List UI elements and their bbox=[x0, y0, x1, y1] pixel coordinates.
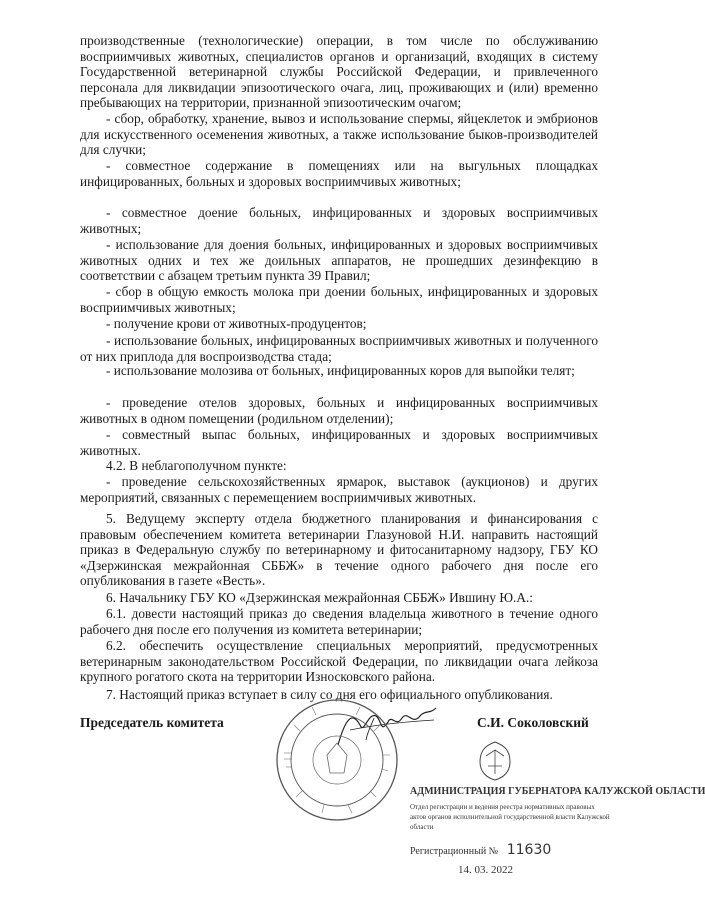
registration-date: 14. 03. 2022 bbox=[458, 864, 513, 876]
registration-stamp bbox=[410, 784, 705, 886]
paragraph-13: - проведение сельскохозяйственных ярмарок, выставок (аукционов) и других мероприятий, связанных с перемещением восприимчивых животных. bbox=[80, 474, 598, 505]
paragraph-15: 6. Начальнику ГБУ КО «Дзержинская межрайонная СББЖ» Ившину Ю.А.: bbox=[106, 590, 534, 605]
paragraph-10: - проведение отелов здоровых, больных и инфицированных восприимчивых животных в одном помещении (родильном отделении); bbox=[80, 395, 598, 426]
paragraph-8: - использование больных, инфицированных восприимчивых животных и полученного от них приплода для воспроизводства стада; bbox=[80, 333, 598, 364]
paragraph-17: 6.2. обеспечить осуществление специальных мероприятий, предусмотренных ветеринарным законодательством Российской Федерации, по ликвидации очага лейкоза крупного рогатого скота на территории Износковского района. bbox=[80, 638, 598, 685]
paragraph-11: - совместный выпас больных, инфицированных и здоровых восприимчивых животных. bbox=[80, 427, 598, 458]
paragraph-5: - использование для доения больных, инфицированных и здоровых восприимчивых животных одних и тех же доильных аппаратов, не прошедших дезинфекцию в соответствии с абзацем третьим пункта 39 Правил; bbox=[80, 237, 598, 284]
paragraph-3: - совместное содержание в помещениях или на выгульных площадках инфицированных, больных и здоровых восприимчивых животных; bbox=[80, 158, 598, 189]
paragraph-9: - использование молозива от больных, инфицированных коров для выпойки телят; bbox=[106, 363, 575, 378]
stamp-subtext: Отдел регистрации и ведения реестра нормативных правовых актов органов исполнительной государственной власти Калужской области bbox=[410, 803, 610, 831]
registration-number-label: Регистрационный № bbox=[410, 846, 499, 857]
registration-number-value: 11630 bbox=[506, 842, 552, 858]
paragraph-4: - совместное доение больных, инфицированных и здоровых восприимчивых животных; bbox=[80, 205, 598, 236]
signatory-name: С.И. Соколовский bbox=[477, 715, 589, 730]
paragraph-1: производственные (технологические) операции, в том числе по обслуживанию восприимчивых животных, специалистов органов и организаций, входящих в систему Государственной ветеринарной службы Российской Федерации, и привлеченного персонала для ликвидации эпизоотического очага, лиц, проживающих и (или) временно пребывающих на территории, признанной эпизоотическим очагом; bbox=[80, 33, 598, 111]
official-seal bbox=[272, 695, 402, 825]
paragraph-6: - сбор в общую емкость молока при доении больных, инфицированных и здоровых восприимчивых животных; bbox=[80, 284, 598, 315]
paragraph-12: 4.2. В неблагополучном пункте: bbox=[106, 458, 287, 473]
registration-number bbox=[410, 842, 551, 858]
paragraph-18: 7. Настоящий приказ вступает в силу со дня его официального опубликования. bbox=[106, 687, 553, 702]
emblem-icon bbox=[472, 738, 518, 784]
signatory-position: Председатель комитета bbox=[80, 715, 224, 730]
paragraph-14: 5. Ведущему эксперту отдела бюджетного планирования и финансирования с правовым обеспечением комитета ветеринарии Глазуновой Н.И. направить настоящий приказ в Федеральную службу по ветеринарному и фитосанитарному надзору, ГБУ КО «Дзержинская межрайонная СББЖ» в течение одного рабочего дня после его опубликования в газете «Весть». bbox=[80, 511, 598, 589]
stamp-header: АДМИНИСТРАЦИЯ ГУБЕРНАТОРА КАЛУЖСКОЙ ОБЛАСТИ bbox=[410, 786, 705, 797]
paragraph-16: 6.1. довести настоящий приказ до сведения владельца животного в течение одного рабочего дня после его получения из комитета ветеринарии; bbox=[80, 606, 598, 637]
paragraph-7: - получение крови от животных-продуцентов; bbox=[106, 316, 367, 331]
paragraph-2: - сбор, обработку, хранение, вывоз и использование спермы, яйцеклеток и эмбрионов для искусственного осеменения животных, а также использование быков-производителей для случки; bbox=[80, 111, 598, 158]
